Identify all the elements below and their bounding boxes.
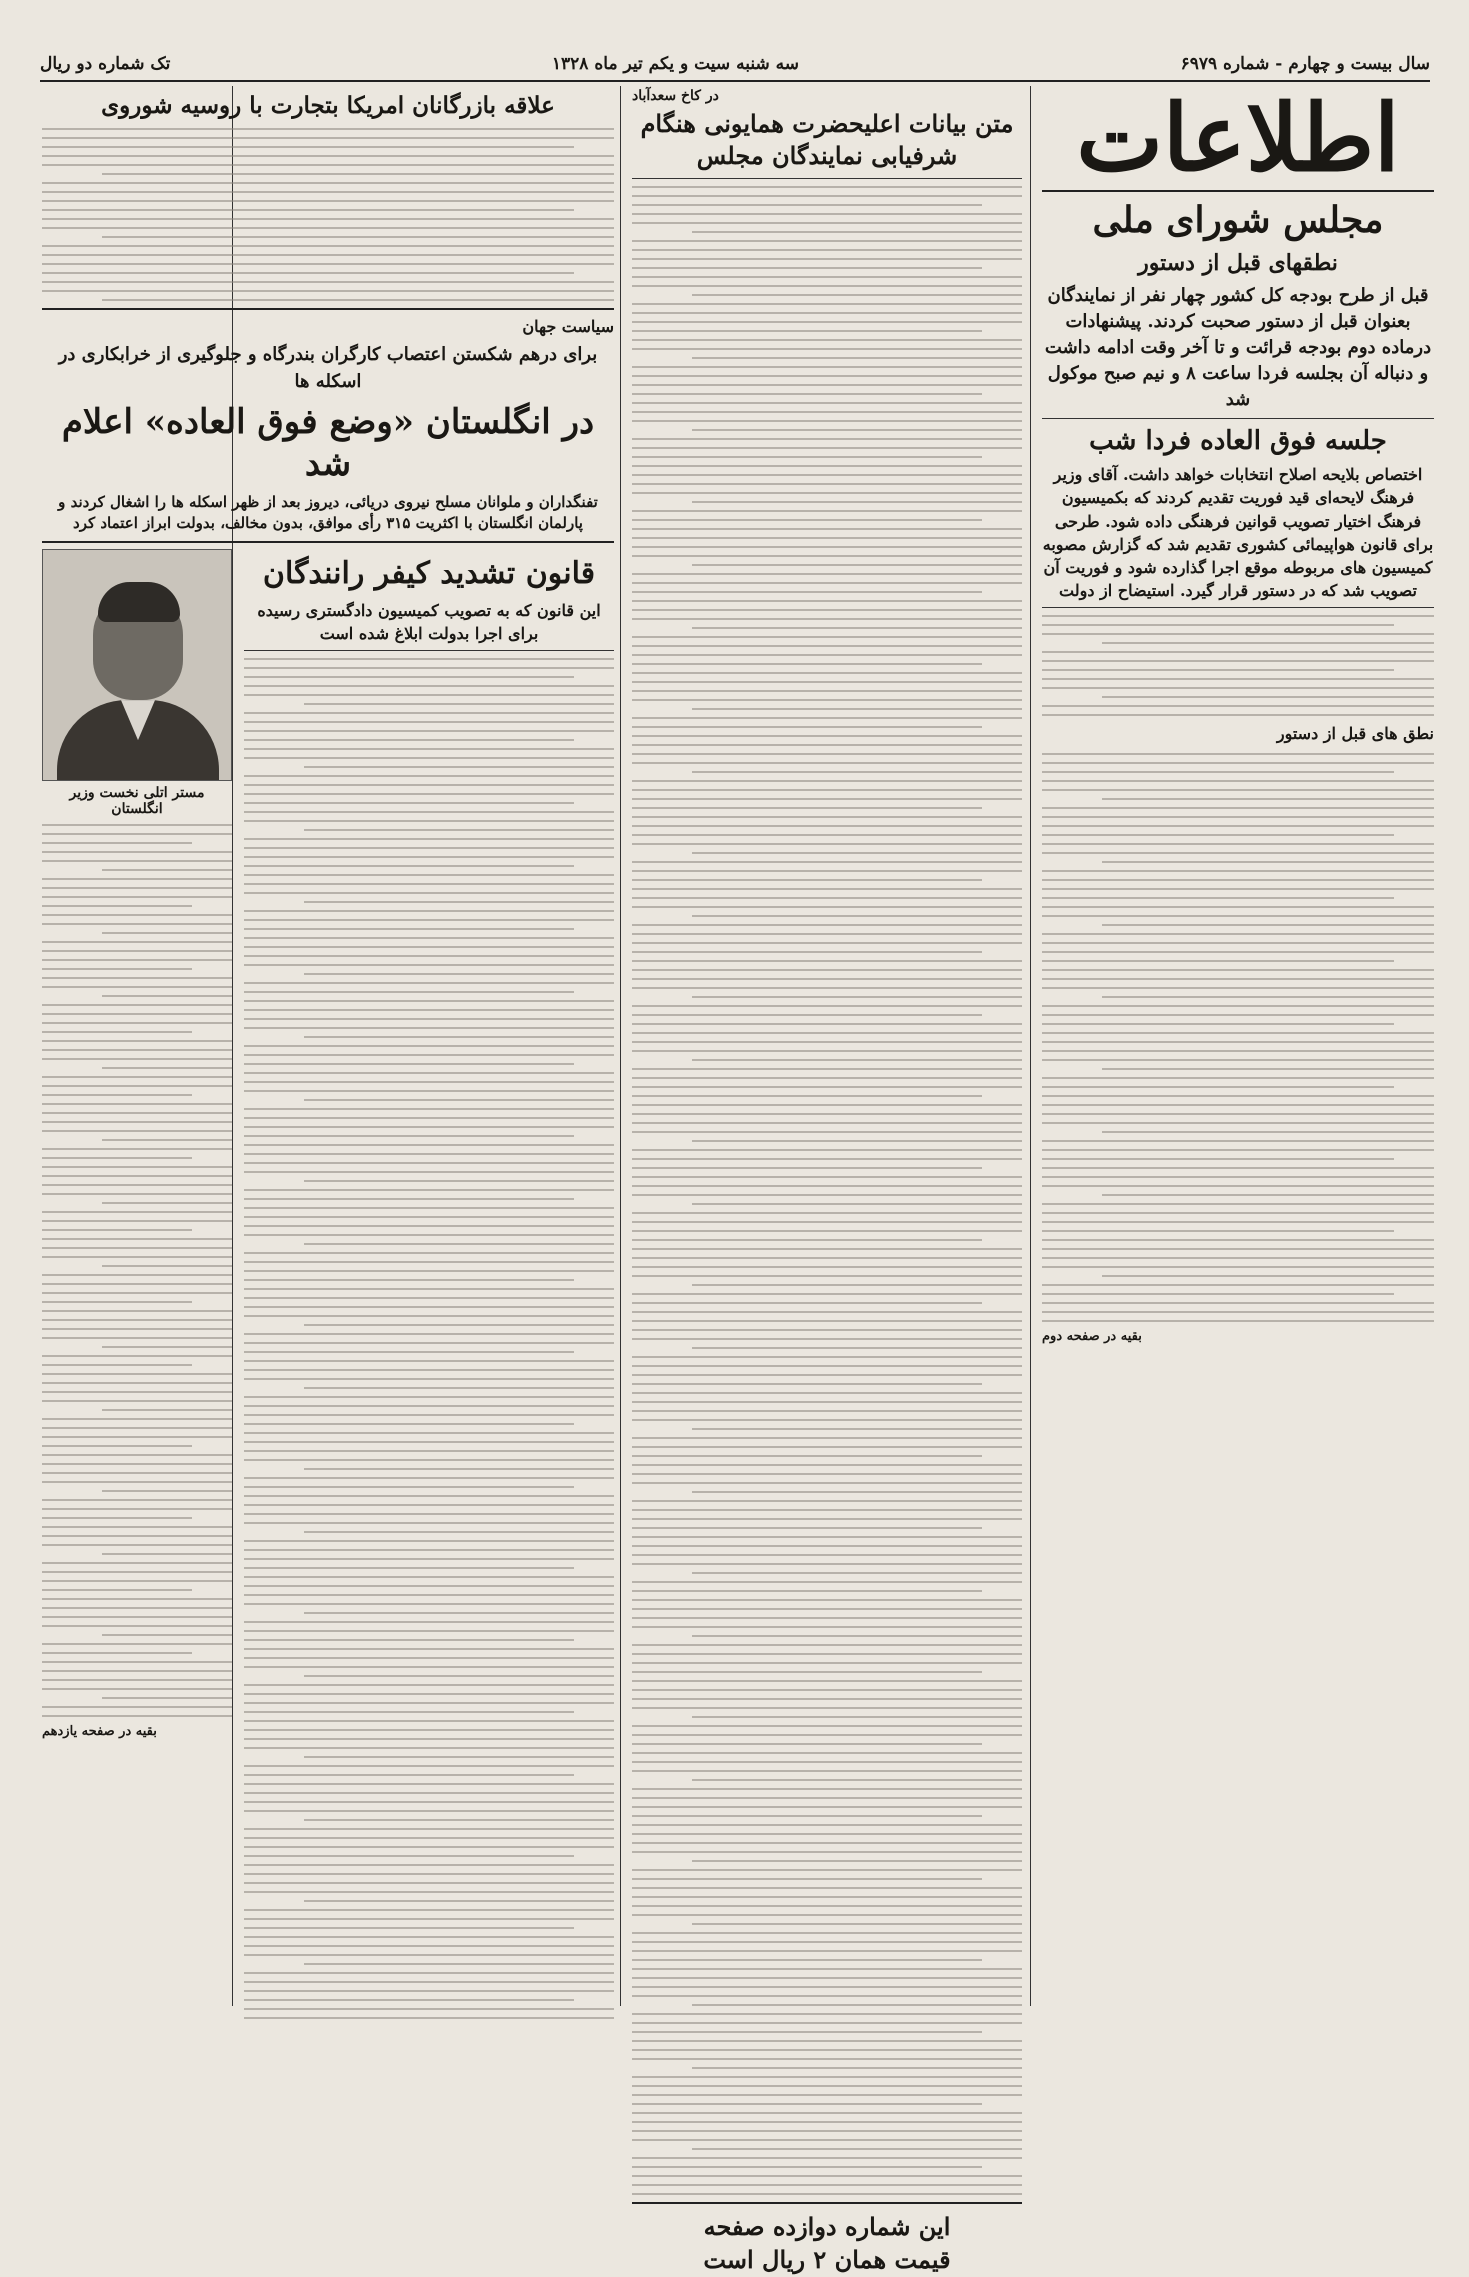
world-politics-label: سیاست جهان <box>522 317 614 337</box>
portrait-photo <box>42 549 232 781</box>
royal-speech-headline: متن بیانات اعلیحضرت همایونی هنگام شرفیابی نمایندگان مجلس <box>640 109 1014 171</box>
law-subhead: این قانون که به تصویب کمیسیون دادگستری رسیده برای اجرا بدولت ابلاغ شده است <box>257 600 601 643</box>
masthead-logo: اطلاعات <box>1076 84 1400 192</box>
lower-left-section <box>42 549 614 2026</box>
middle-column <box>632 86 1022 2277</box>
column-rule <box>1030 86 1031 2006</box>
issue-price: تک شماره دو ریال <box>40 54 171 74</box>
article-body <box>244 658 614 2019</box>
article-body <box>1042 753 1434 1322</box>
right-column <box>1042 86 1434 1344</box>
trade-headline: علاقه بازرگانان امریکا بتجارت با روسیه شوروی <box>101 92 555 119</box>
article-body <box>1042 615 1434 716</box>
extra-session-summary: اختصاص بلایحه اصلاح انتخابات خواهد داشت. آقای وزیر فرهنگ لایحه‌ای قید فوریت تقدیم کردند که بکمیسیون فرهنگ اختیار تصویب قوانین فرهنگی داده شود. طرحی برای قانون هواپیمائی کشوری تقدیم شد که گزارش مصوبه کمیسیون های مربوطه موقع اجرا گذارده شود و فوریت آن تصویب شد که در دستور قرار گیرد. استیضاح از دولت <box>1042 465 1434 601</box>
issue-number: سال بیست و چهارم - شماره ۶۹۷۹ <box>1180 54 1430 74</box>
article-body <box>42 824 232 1717</box>
extra-session-headline: جلسه فوق العاده فردا شب <box>1089 426 1387 457</box>
continued-note: بقیه در صفحه یازدهم <box>42 1724 157 1740</box>
uk-summary: تفنگداران و ملوانان مسلح نیروی دریائی، دیروز بعد از ظهر اسکله ها را اشغال کردند و پارلمان انگلستان با اکثریت ۳۱۵ رأی موافق، بدون مخالف، بدولت ابراز اعتماد کرد <box>58 492 598 533</box>
article-body <box>42 128 614 301</box>
photo-caption: مستر اتلی نخست وزیر انگلستان <box>69 785 205 818</box>
header-strip <box>40 52 1430 82</box>
issue-footer <box>632 2202 1022 2277</box>
parliament-subhead: نطقهای قبل از دستور <box>1138 250 1338 276</box>
royal-speech-kicker: در کاخ سعدآباد <box>632 88 719 104</box>
column-rule <box>620 86 621 2006</box>
left-column <box>42 86 614 2026</box>
parliament-summary: قبل از طرح بودجه کل کشور چهار نفر از نمایندگان بعنوان قبل از دستور صحبت کردند. پیشنهادات درماده دوم بودجه قرائت و تا آخر وقت ادامه داشت و دنباله آن بجلسه فردا ساعت ۸ و نیم صبح موکول شد <box>1044 284 1432 411</box>
pages-note: این شماره دوازده صفحه <box>703 2211 951 2241</box>
uk-kicker: برای درهم شکستن اعتصاب کارگران بندرگاه و جلوگیری از خرابکاری در اسکله ها <box>58 344 598 392</box>
uk-article <box>42 549 232 2026</box>
issue-date: سه شنبه سیت و یکم تیر ماه ۱۳۲۸ <box>551 54 799 74</box>
law-headline: قانون تشدید کیفر رانندگان <box>262 556 596 592</box>
continued-note: بقیه در صفحه دوم <box>1042 1328 1142 1344</box>
law-article <box>244 549 614 2026</box>
article-body <box>632 186 1022 2195</box>
uk-headline: در انگلستان «وضع فوق العاده» اعلام شد <box>61 401 595 485</box>
parliament-headline: مجلس شورای ملی <box>1092 199 1384 241</box>
price-note: قیمت همان ۲ ریال است <box>703 2245 951 2275</box>
pre-agenda-section: نطق های قبل از دستور <box>1276 724 1434 744</box>
